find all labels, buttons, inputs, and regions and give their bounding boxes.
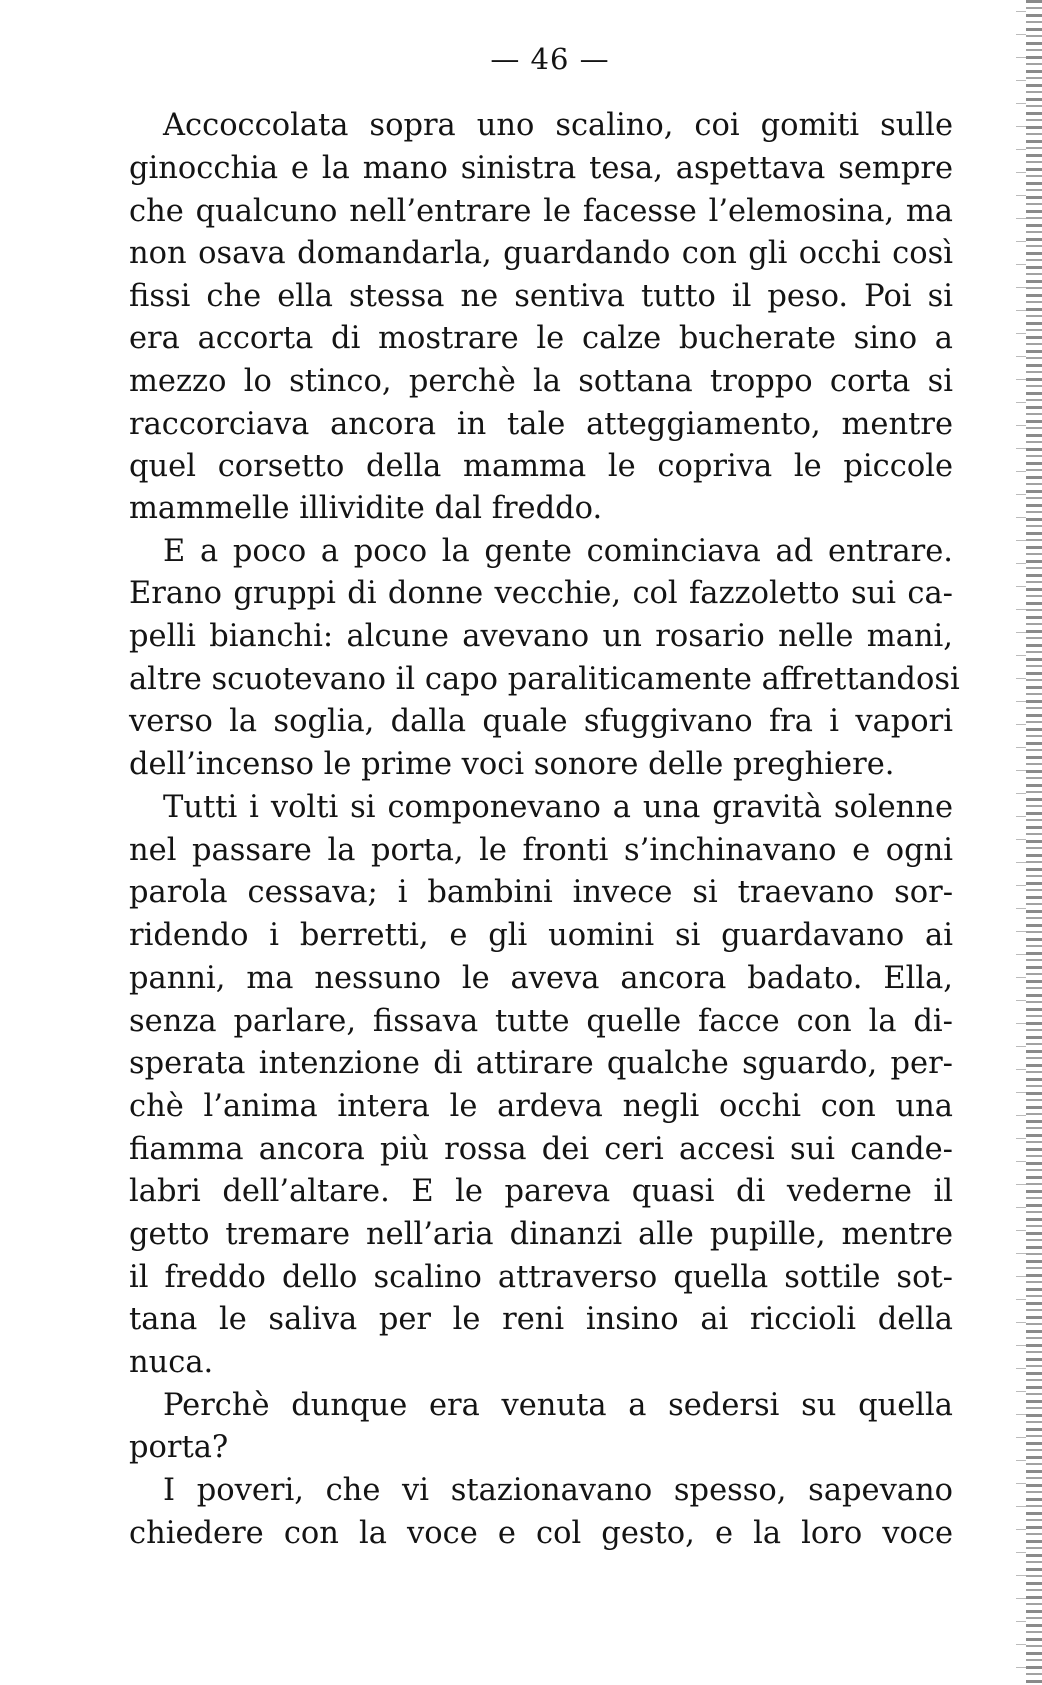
text-line: nel passare la porta, le fronti s’inchinavano e ogni: [129, 833, 953, 868]
text-line: Perchè dunque era venuta a sedersi su quella: [163, 1388, 953, 1423]
text-line: labri dell’altare. E le pareva quasi di vederne il: [129, 1174, 953, 1209]
text-line: dell’incenso le prime voci sonore delle preghiere.: [129, 747, 895, 782]
scanned-page-edge: [1026, 0, 1042, 1685]
text-line: panni, ma nessuno le aveva ancora badato. Ella,: [129, 961, 953, 996]
text-line: chiedere con la voce e col gesto, e la loro voce: [129, 1516, 953, 1551]
text-line: mezzo lo stinco, perchè la sottana troppo corta si: [129, 364, 953, 399]
text-line: altre scuotevano il capo paraliticamente affrettandosi: [129, 662, 960, 697]
text-line: ginocchia e la mano sinistra tesa, aspettava sempre: [129, 151, 953, 186]
text-line: E a poco a poco la gente cominciava ad entrare.: [163, 534, 953, 569]
text-line: parola cessava; i bambini invece si traevano sor-: [129, 875, 953, 910]
text-line: tana le saliva per le reni insino ai riccioli della: [129, 1302, 953, 1337]
scanned-page-edge-shadow: [1016, 0, 1026, 1685]
text-line: il freddo dello scalino attraverso quella sottile sot-: [129, 1260, 953, 1295]
text-line: mammelle illividite dal freddo.: [129, 491, 603, 526]
text-line: verso la soglia, dalla quale sfuggivano fra i vapori: [129, 704, 953, 739]
text-line: fiamma ancora più rossa dei ceri accesi sui cande-: [129, 1132, 953, 1167]
text-line: senza parlare, fissava tutte quelle facce con la di-: [129, 1004, 953, 1039]
text-line: fissi che ella stessa ne sentiva tutto il peso. Poi si: [129, 279, 953, 314]
text-line: getto tremare nell’aria dinanzi alle pupille, mentre: [129, 1217, 953, 1252]
text-line: quel corsetto della mamma le copriva le piccole: [129, 449, 953, 484]
text-line: sperata intenzione di attirare qualche sguardo, per-: [129, 1046, 953, 1081]
text-line: Tutti i volti si componevano a una gravità solenne: [163, 790, 953, 825]
text-line: che qualcuno nell’entrare le facesse l’elemosina, ma: [129, 194, 953, 229]
text-line: ridendo i berretti, e gli uomini si guardavano ai: [129, 918, 953, 953]
text-line: chè l’anima intera le ardeva negli occhi con una: [129, 1089, 953, 1124]
page-number: — 46 —: [490, 42, 610, 76]
text-line: I poveri, che vi stazionavano spesso, sapevano: [163, 1473, 953, 1508]
text-line: Accoccolata sopra uno scalino, coi gomiti sulle: [163, 108, 953, 143]
text-line: Erano gruppi di donne vecchie, col fazzoletto sui ca-: [129, 576, 953, 611]
text-line: pelli bianchi: alcune avevano un rosario nelle mani,: [129, 619, 953, 654]
text-line: era accorta di mostrare le calze bucherate sino a: [129, 321, 953, 356]
text-line: porta?: [129, 1430, 229, 1465]
text-line: nuca.: [129, 1345, 214, 1380]
text-line: non osava domandarla, guardando con gli occhi così: [129, 236, 953, 271]
text-line: raccorciava ancora in tale atteggiamento, mentre: [129, 407, 953, 442]
